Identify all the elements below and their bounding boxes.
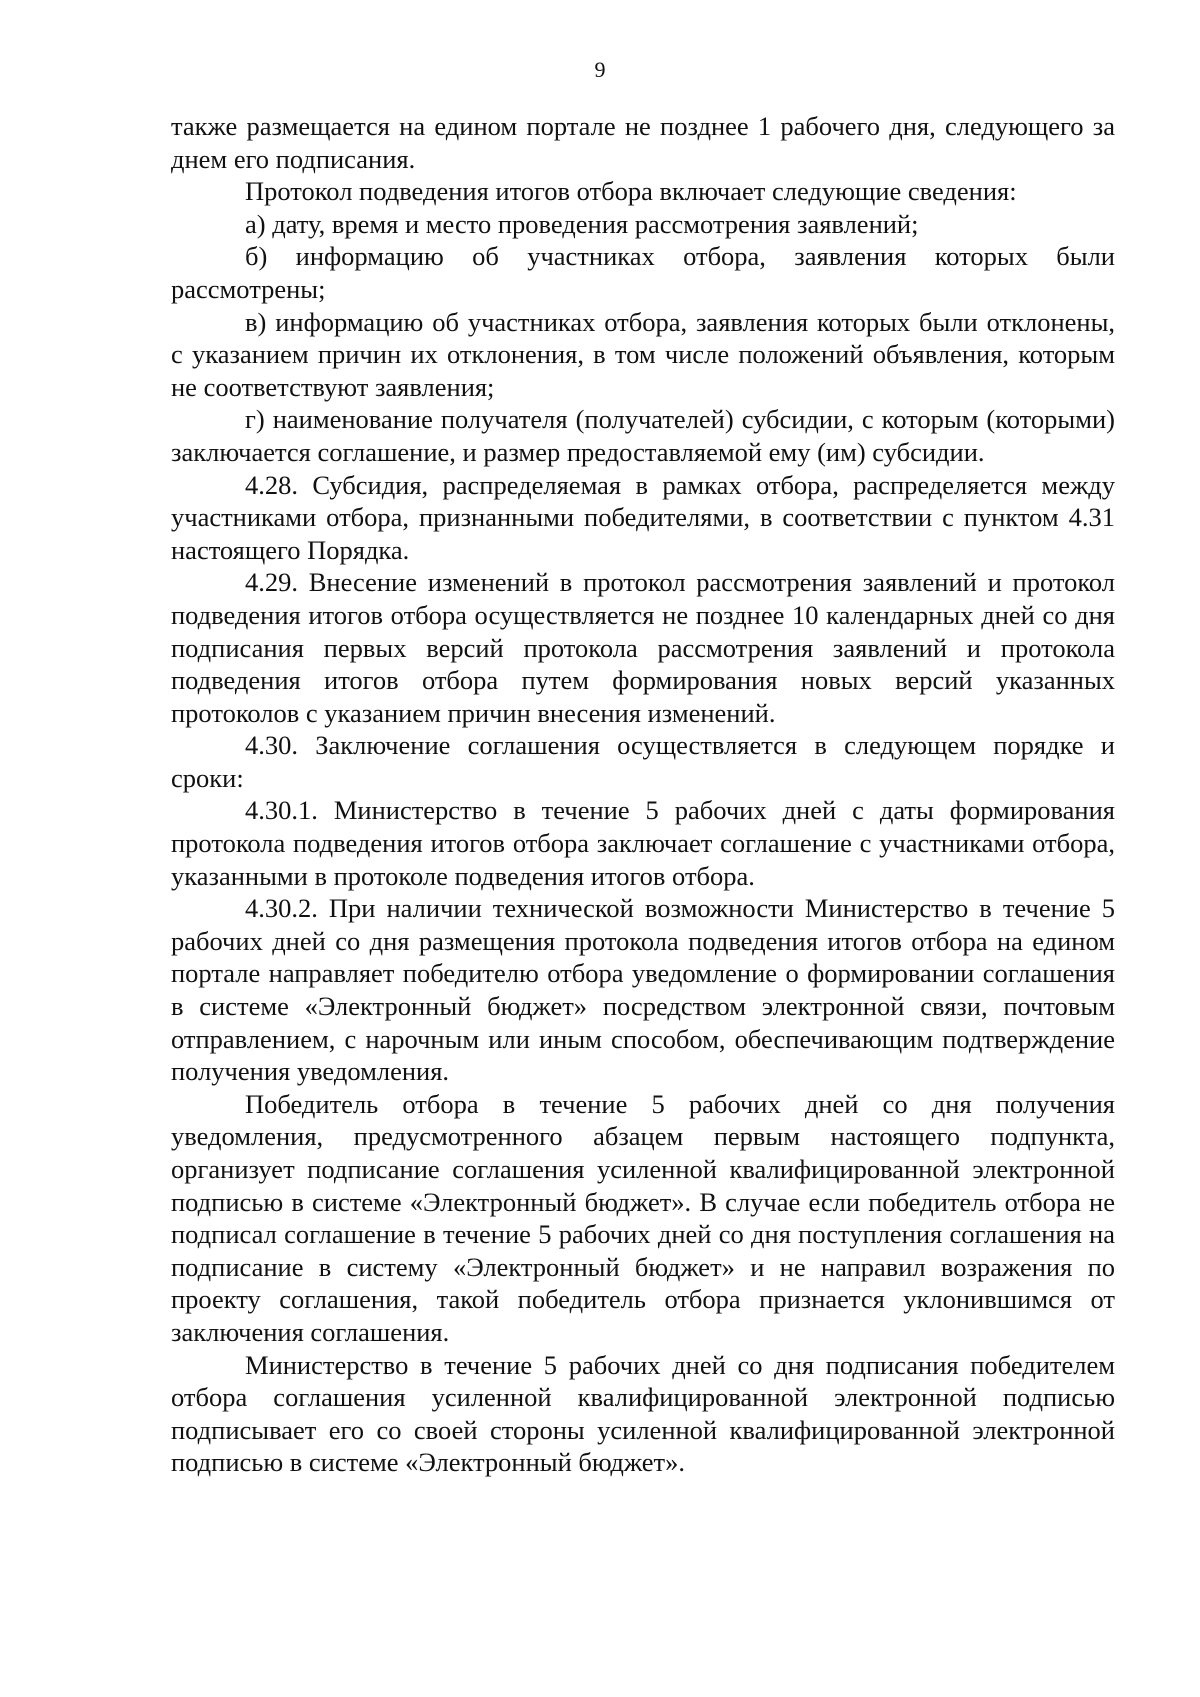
paragraph-4-30: 4.30. Заключение соглашения осуществляется в следующем порядке и сроки:: [171, 730, 1115, 793]
paragraph-item-a: а) дату, время и место проведения рассмотрения заявлений;: [245, 208, 919, 239]
page-number: 9: [594, 57, 606, 82]
paragraph-protocol-contents: Протокол подведения итогов отбора включает следующие сведения:: [245, 176, 1017, 207]
paragraph-4-30-2: 4.30.2. При наличии технической возможности Министерство в течение 5 рабочих дней со дня размещения протокола подведения итогов отбора на едином портале направляет победителю отбора уведомление о формировании соглашения в системе «Электронный бюджет» посредством электронной связи, почтовым отправлением, с нарочным или иным способом, обеспечивающим подтверждение получения уведомления.: [171, 893, 1115, 1087]
paragraph-winner-signing: Победитель отбора в течение 5 рабочих дней со дня получения уведомления, предусмотренного абзацем первым настоящего подпункта, организует подписание соглашения усиленной квалифицированной электронной подписью в системе «Электронный бюджет». В случае если победитель отбора не подписал соглашение в течение 5 рабочих дней со дня поступления соглашения на подписание в систему «Электронный бюджет» и не направил возражения по проекту соглашения, такой победитель отбора признается уклонившимся от заключения соглашения.: [171, 1088, 1115, 1347]
paragraph-continuation: также размещается на едином портале не позднее 1 рабочего дня, следующего за днем его подписания.: [171, 111, 1115, 174]
paragraph-4-30-1: 4.30.1. Министерство в течение 5 рабочих дней с даты формирования протокола подведения итогов отбора заключает соглашение с участниками отбора, указанными в протоколе подведения итогов отбора.: [171, 795, 1115, 891]
document-body: [171, 110, 1115, 1479]
paragraph-item-b: б) информацию об участниках отбора, заявления которых были рассмотрены;: [171, 241, 1115, 304]
paragraph-4-28: 4.28. Субсидия, распределяемая в рамках отбора, распределяется между участниками отбора, признанными победителями, в соответствии с пунктом 4.31 настоящего Порядка.: [171, 469, 1115, 565]
paragraph-4-29: 4.29. Внесение изменений в протокол рассмотрения заявлений и протокол подведения итогов отбора осуществляется не позднее 10 календарных дней со дня подписания первых версий протокола рассмотрения заявлений и протокола подведения итогов отбора путем формирования новых версий указанных протоколов с указанием причин внесения изменений.: [171, 567, 1115, 728]
paragraph-item-v: в) информацию об участниках отбора, заявления которых были отклонены, с указанием причин их отклонения, в том числе положений объявления, которым не соответствуют заявления;: [171, 306, 1115, 402]
paragraph-item-g: г) наименование получателя (получателей) субсидии, с которым (которыми) заключается соглашение, и размер предоставляемой ему (им) субсидии.: [171, 404, 1115, 467]
paragraph-ministry-signing: Министерство в течение 5 рабочих дней со дня подписания победителем отбора соглашения усиленной квалифицированной электронной подписью подписывает его со своей стороны усиленной квалифицированной электронной подписью в системе «Электронный бюджет».: [171, 1349, 1115, 1478]
